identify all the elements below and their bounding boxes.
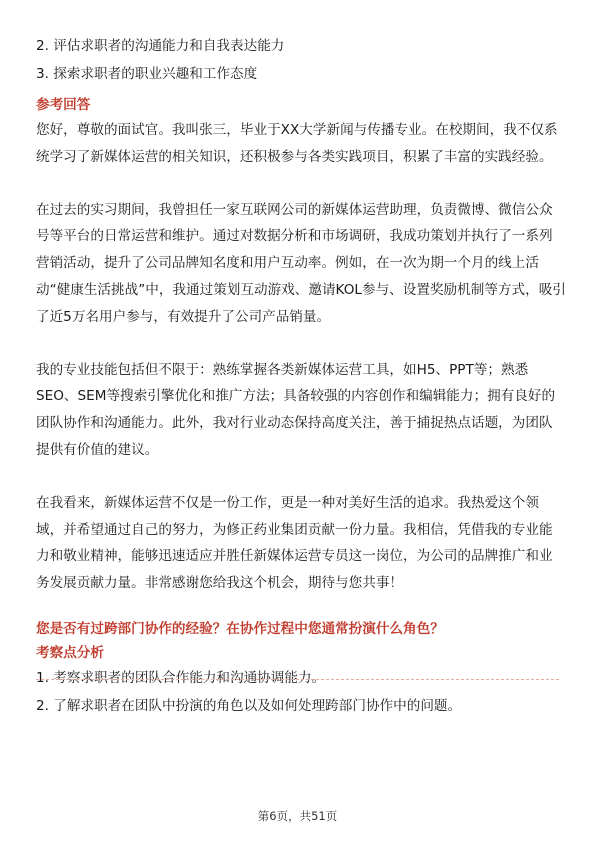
analysis-heading: 考察点分析 bbox=[36, 644, 104, 661]
page-number: 第6页，共51页 bbox=[257, 809, 338, 823]
answer-paragraph: 您好，尊敬的面试官。我叫张三，毕业于XX大学新闻与传播专业。在校期间，我不仅系统学习了新媒体运营的相关知识，还积极参与各类实践项目，积累了丰富的实践经验。 bbox=[36, 122, 558, 165]
list-item: 2. 了解求职者在团队中扮演的角色以及如何处理跨部门协作中的问题。 bbox=[36, 697, 462, 714]
answer-paragraph: 我的专业技能包括但不限于：熟练掌握各类新媒体运营工具，如H5、PPT等；熟悉SEO、SEM等搜索引擎优化和推广方法；具备较强的内容创作和编辑能力；拥有良好的团队协作和沟通能力。此外，我对行业动态保持高度关注，善于捕捉热点话题，为团队提供有价值的建议。 bbox=[36, 361, 556, 458]
list-item: 3. 探索求职者的职业兴趣和工作态度 bbox=[36, 66, 258, 82]
page-content bbox=[36, 33, 566, 721]
reference-answer-heading: 参考回答 bbox=[36, 97, 91, 113]
answer-paragraph: 在过去的实习期间，我曾担任一家互联网公司的新媒体运营助理，负责微博、微信公众号等平台的日常运营和维护。通过对数据分析和市场调研，我成功策划并执行了一系列营销活动，提升了公司品牌知名度和用户互动率。例如，在一次为期一个月的线上活动“健康生活挑战”中，我通过策划互动游戏、邀请KOL参与、设置奖励机制等方式，吸引了近5万名用户参与，有效提升了公司产品销量。 bbox=[36, 201, 566, 325]
list-item: 1. 考察求职者的团队合作能力和沟通协调能力。 bbox=[36, 669, 326, 686]
question-heading: 您是否有过跨部门协作的经验？在协作过程中您通常扮演什么角色？ bbox=[36, 620, 444, 637]
list-item: 2. 评估求职者的沟通能力和自我表达能力 bbox=[36, 38, 285, 54]
answer-paragraph: 在我看来，新媒体运营不仅是一份工作，更是一种对美好生活的追求。我热爱这个领域，并希望通过自己的努力，为修正药业集团贡献一份力量。我相信，凭借我的专业能力和敬业精神，能够迅速适应并胜任新媒体运营专员这一岗位，为公司的品牌推广和业务发展贡献力量。非常感谢您给我这个机会，期待与您共事！ bbox=[36, 494, 553, 592]
section-divider bbox=[36, 679, 559, 680]
